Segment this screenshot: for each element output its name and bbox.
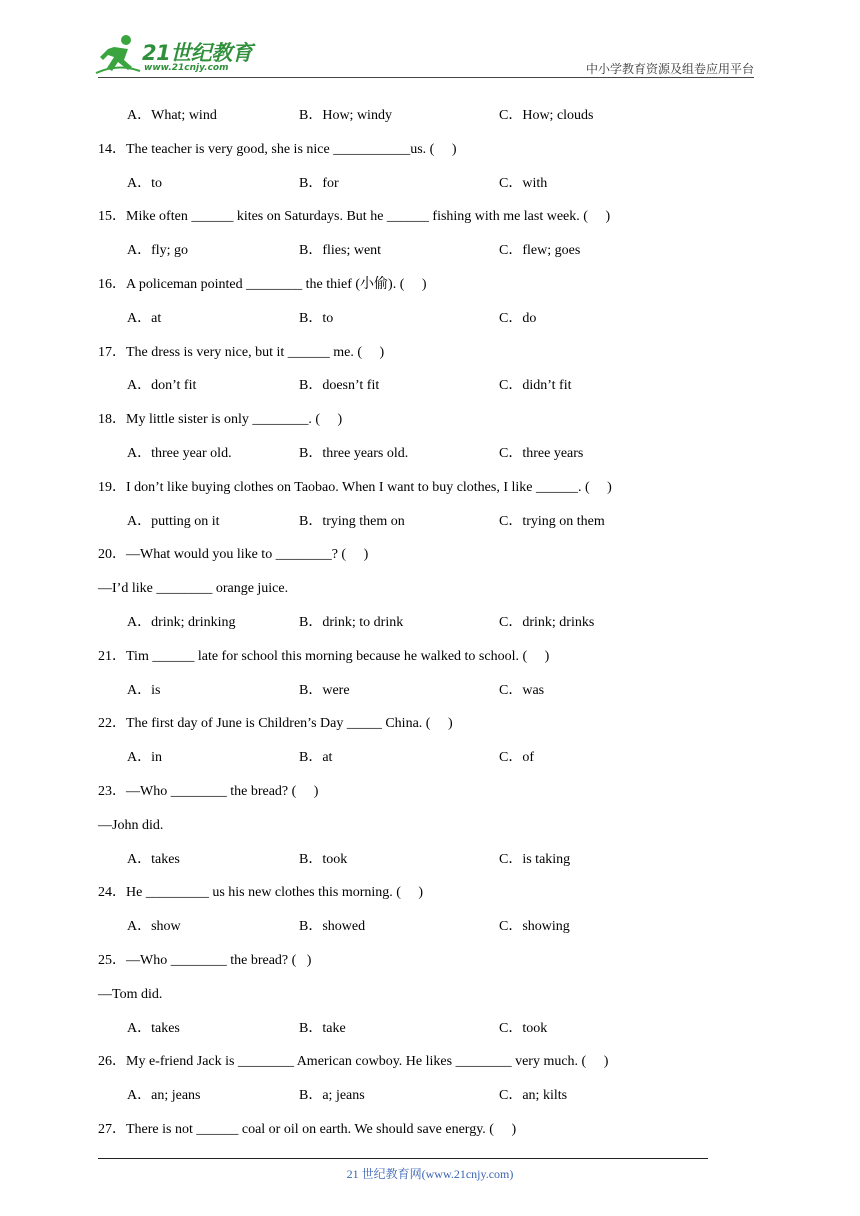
option-c: C．drink; drinks [499,615,595,630]
option-b: B．three years old. [299,446,409,461]
options-row [0,242,860,260]
option-b: B．took [299,852,348,867]
option-c: C．showing [499,919,570,934]
option-b: B．were [299,683,350,698]
option-c: C．took [499,1021,548,1036]
options-row [0,851,860,869]
question-text: 20．—What would you like to ________? ( ) [98,547,369,562]
option-a: A．three year old. [127,446,232,461]
question-text: —I’d like ________ orange juice. [98,581,289,596]
options-row [0,513,860,531]
option-c: C．an; kilts [499,1088,568,1103]
runner-icon [94,33,142,77]
option-b: B．at [299,750,333,765]
option-c: C．do [499,311,537,326]
page-header [0,0,860,80]
option-a: A．putting on it [127,514,220,529]
option-b: B．How; windy [299,108,392,123]
question-text: 22．The first day of June is Children’s Day _____ China. ( ) [98,716,453,731]
option-b: B．showed [299,919,366,934]
option-a: A．takes [127,852,180,867]
option-a: A．drink; drinking [127,615,236,630]
option-c: C．of [499,750,534,765]
question-text: —Tom did. [98,987,163,1002]
option-b: B．for [299,176,339,191]
option-b: B．flies; went [299,243,382,258]
option-b: B．take [299,1021,346,1036]
option-c: C．flew; goes [499,243,581,258]
option-b: B．to [299,311,334,326]
option-a: A．show [127,919,181,934]
footer-source: 21 世纪教育网(www.21cnjy.com) [346,1167,514,1181]
option-a: A．to [127,176,162,191]
option-b: B．doesn’t fit [299,378,380,393]
option-a: A．fly; go [127,243,189,258]
option-c: C．trying on them [499,514,605,529]
question-text: 19．I don’t like buying clothes on Taobao. When I want to buy clothes, I like ______. ( ) [98,480,612,495]
option-a: A．an; jeans [127,1088,201,1103]
option-c: C．is taking [499,852,571,867]
options-row [0,445,860,463]
options-row [0,310,860,328]
options-row [0,175,860,193]
option-a: A．What; wind [127,108,217,123]
question-text: 15．Mike often ______ kites on Saturdays. But he ______ fishing with me last week. ( ) [98,209,611,224]
options-row [0,377,860,395]
question-text: 26．My e-friend Jack is ________ American cowboy. He likes ________ very much. ( ) [98,1054,609,1069]
question-text: —John did. [98,818,164,833]
logo [94,33,264,79]
question-text: 14．The teacher is very good, she is nice ___________us. ( ) [98,142,457,157]
question-text: 17．The dress is very nice, but it ______ me. ( ) [98,345,385,360]
option-b: B．trying them on [299,514,405,529]
option-b: B．a; jeans [299,1088,365,1103]
option-c: C．with [499,176,548,191]
header-divider [98,77,754,78]
options-row [0,918,860,936]
option-c: C．three years [499,446,584,461]
question-text: 24．He _________ us his new clothes this morning. ( ) [98,885,424,900]
question-text: 21．Tim ______ late for school this morning because he walked to school. ( ) [98,649,550,664]
options-row [0,1087,860,1105]
question-text: 18．My little sister is only ________. ( ) [98,412,343,427]
logo-url: www.21cnjy.com [144,63,229,73]
option-c: C．was [499,683,545,698]
options-row [0,107,860,125]
option-a: A．in [127,750,162,765]
option-a: A．is [127,683,161,698]
question-text: 23．—Who ________ the bread? ( ) [98,784,319,799]
option-c: C．How; clouds [499,108,594,123]
question-text: 27．There is not ______ coal or oil on earth. We should save energy. ( ) [98,1122,517,1137]
options-row [0,749,860,767]
question-text: 25．—Who ________ the bread? ( ) [98,953,312,968]
options-row [0,614,860,632]
option-a: A．at [127,311,162,326]
option-a: A．takes [127,1021,180,1036]
header-site-name: 中小学教育资源及组卷应用平台 [585,62,754,76]
footer-divider [98,1158,708,1159]
option-c: C．didn’t fit [499,378,572,393]
logo-text: 21世纪教育 [142,41,253,65]
question-text: 16．A policeman pointed ________ the thief (小偷). ( ) [98,277,427,292]
option-b: B．drink; to drink [299,615,404,630]
option-a: A．don’t fit [127,378,197,393]
options-row [0,1020,860,1038]
options-row [0,682,860,700]
